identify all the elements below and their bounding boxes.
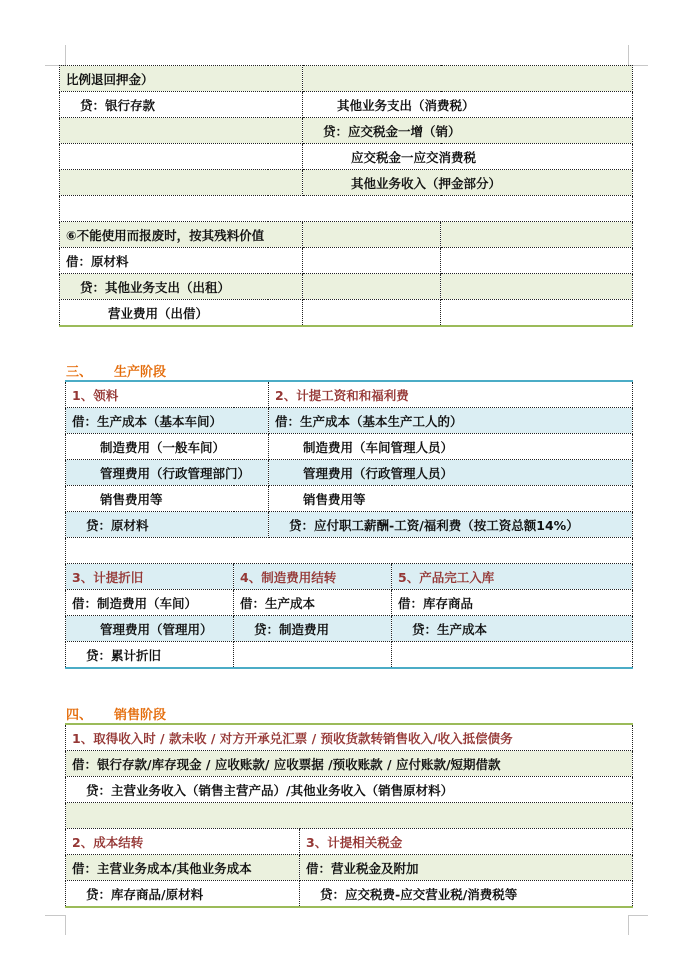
table-cell (60, 196, 633, 222)
page-corner-mark-bottom-right-v (628, 915, 629, 935)
table-row (60, 248, 633, 274)
page-corner-mark-bottom-right-h (628, 915, 648, 916)
table-cell (60, 170, 303, 196)
subheading-revenue: 1、取得收入时 / 款未收 / 对方开承兑汇票 / 预收货款转销售收入/收入抵偿债务 (66, 724, 633, 751)
table-row (60, 222, 633, 248)
section-title: 销售阶段 (114, 708, 167, 723)
table-cell: 贷：银行存款 (60, 92, 303, 118)
table-cell (66, 803, 633, 829)
table-cell (234, 642, 392, 669)
table-cell (303, 300, 441, 327)
table-header-row (66, 564, 633, 590)
table-row (66, 434, 633, 460)
subheading-overhead-transfer: 4、制造费用结转 (234, 564, 392, 590)
table-cell: ⑥不能使用而报废时，按其残料价值 (60, 222, 303, 248)
section-heading-production (66, 361, 166, 380)
section-number: 三、 (66, 365, 93, 380)
table-row (66, 642, 633, 669)
table-cell: 借：银行存款/库存现金 / 应收账款/ 应收票据 /预收账款 / 应付账款/短期借款 (66, 751, 633, 777)
sales-entries-table (65, 723, 633, 908)
production-entries-table (65, 380, 633, 669)
table-cell: 制造费用（一般车间） (66, 434, 269, 460)
table-row-empty (66, 803, 633, 829)
table-row (60, 170, 633, 196)
page-corner-mark-top-right-v (628, 45, 629, 65)
table-row (66, 855, 633, 881)
table-row (66, 777, 633, 803)
section-heading-sales (66, 704, 166, 723)
table-cell: 制造费用（车间管理人员） (269, 434, 633, 460)
table-row (60, 144, 633, 170)
table-cell: 应交税金一应交消费税 (303, 144, 633, 170)
table-row (66, 512, 633, 538)
table-cell: 借：营业税金及附加 (300, 855, 633, 881)
table-cell (66, 538, 633, 564)
table-cell: 贷：库存商品/原材料 (66, 881, 300, 908)
table-cell: 营业费用（出借） (60, 300, 303, 327)
table-cell: 销售费用等 (269, 486, 633, 512)
subheading-depreciation: 3、计提折旧 (66, 564, 234, 590)
table-row (66, 460, 633, 486)
table-cell: 管理费用（行政管理人员） (269, 460, 633, 486)
table-row (60, 92, 633, 118)
table-cell (441, 300, 633, 327)
table-cell (303, 222, 441, 248)
table-cell: 管理费用（管理用） (66, 616, 234, 642)
table-cell: 贷：生产成本 (392, 616, 633, 642)
table-cell (392, 642, 633, 669)
table-cell (441, 248, 633, 274)
table-cell: 借：库存商品 (392, 590, 633, 616)
subheading-taxes: 3、计提相关税金 (300, 829, 633, 855)
page-corner-mark-top-left-v (65, 45, 66, 65)
table-cell (441, 274, 633, 300)
table-cell (303, 248, 441, 274)
table-row (66, 408, 633, 434)
table-cell: 贷：应付职工薪酬-工资/福利费（按工资总额14%） (269, 512, 633, 538)
table-row (66, 616, 633, 642)
table-row (66, 881, 633, 908)
table-row (66, 486, 633, 512)
section-title: 生产阶段 (114, 365, 167, 380)
table-cell (303, 274, 441, 300)
deposit-entries-table (59, 65, 633, 327)
table-cell: 管理费用（行政管理部门） (66, 460, 269, 486)
table-cell (303, 66, 633, 92)
table-cell: 贷：主营业务收入（销售主营产品）/其他业务收入（销售原材料） (66, 777, 633, 803)
subheading-cost-transfer: 2、成本结转 (66, 829, 300, 855)
table-row (66, 751, 633, 777)
table-cell: 贷：原材料 (66, 512, 269, 538)
table-cell: 贷：累计折旧 (66, 642, 234, 669)
table-cell: 贷：应交税金一增（销） (303, 118, 633, 144)
subheading-wages: 2、计提工资和和福利费 (269, 381, 633, 408)
table-cell: 贷：应交税费-应交营业税/消费税等 (300, 881, 633, 908)
page-corner-mark-bottom-left-h (45, 915, 65, 916)
subheading-finished-goods: 5、产品完工入库 (392, 564, 633, 590)
page-corner-mark-bottom-left-v (65, 915, 66, 935)
table-cell: 借：生产成本 (234, 590, 392, 616)
subheading-materials: 1、领料 (66, 381, 269, 408)
table-cell: 贷：制造费用 (234, 616, 392, 642)
table-row (66, 590, 633, 616)
table-cell: 借：生产成本（基本车间） (66, 408, 269, 434)
table-row (60, 66, 633, 92)
table-row-empty (66, 538, 633, 564)
table-cell: 其他业务收入（押金部分） (303, 170, 633, 196)
table-cell: 借：主营业务成本/其他业务成本 (66, 855, 300, 881)
table-header-row (66, 724, 633, 751)
table-cell: 借：原材料 (60, 248, 303, 274)
table-header-row (66, 381, 633, 408)
table-cell: 借：生产成本（基本生产工人的） (269, 408, 633, 434)
table-cell: 销售费用等 (66, 486, 269, 512)
table-cell (60, 144, 303, 170)
table-cell: 贷：其他业务支出（出租） (60, 274, 303, 300)
table-row (60, 274, 633, 300)
table-row-empty (60, 196, 633, 222)
table-header-row (66, 829, 633, 855)
table-cell: 其他业务支出（消费税） (303, 92, 633, 118)
table-cell: 比例退回押金） (60, 66, 303, 92)
table-cell (60, 118, 303, 144)
section-number: 四、 (66, 708, 93, 723)
table-row (60, 300, 633, 327)
table-cell: 借：制造费用（车间） (66, 590, 234, 616)
table-row (60, 118, 633, 144)
table-cell (441, 222, 633, 248)
